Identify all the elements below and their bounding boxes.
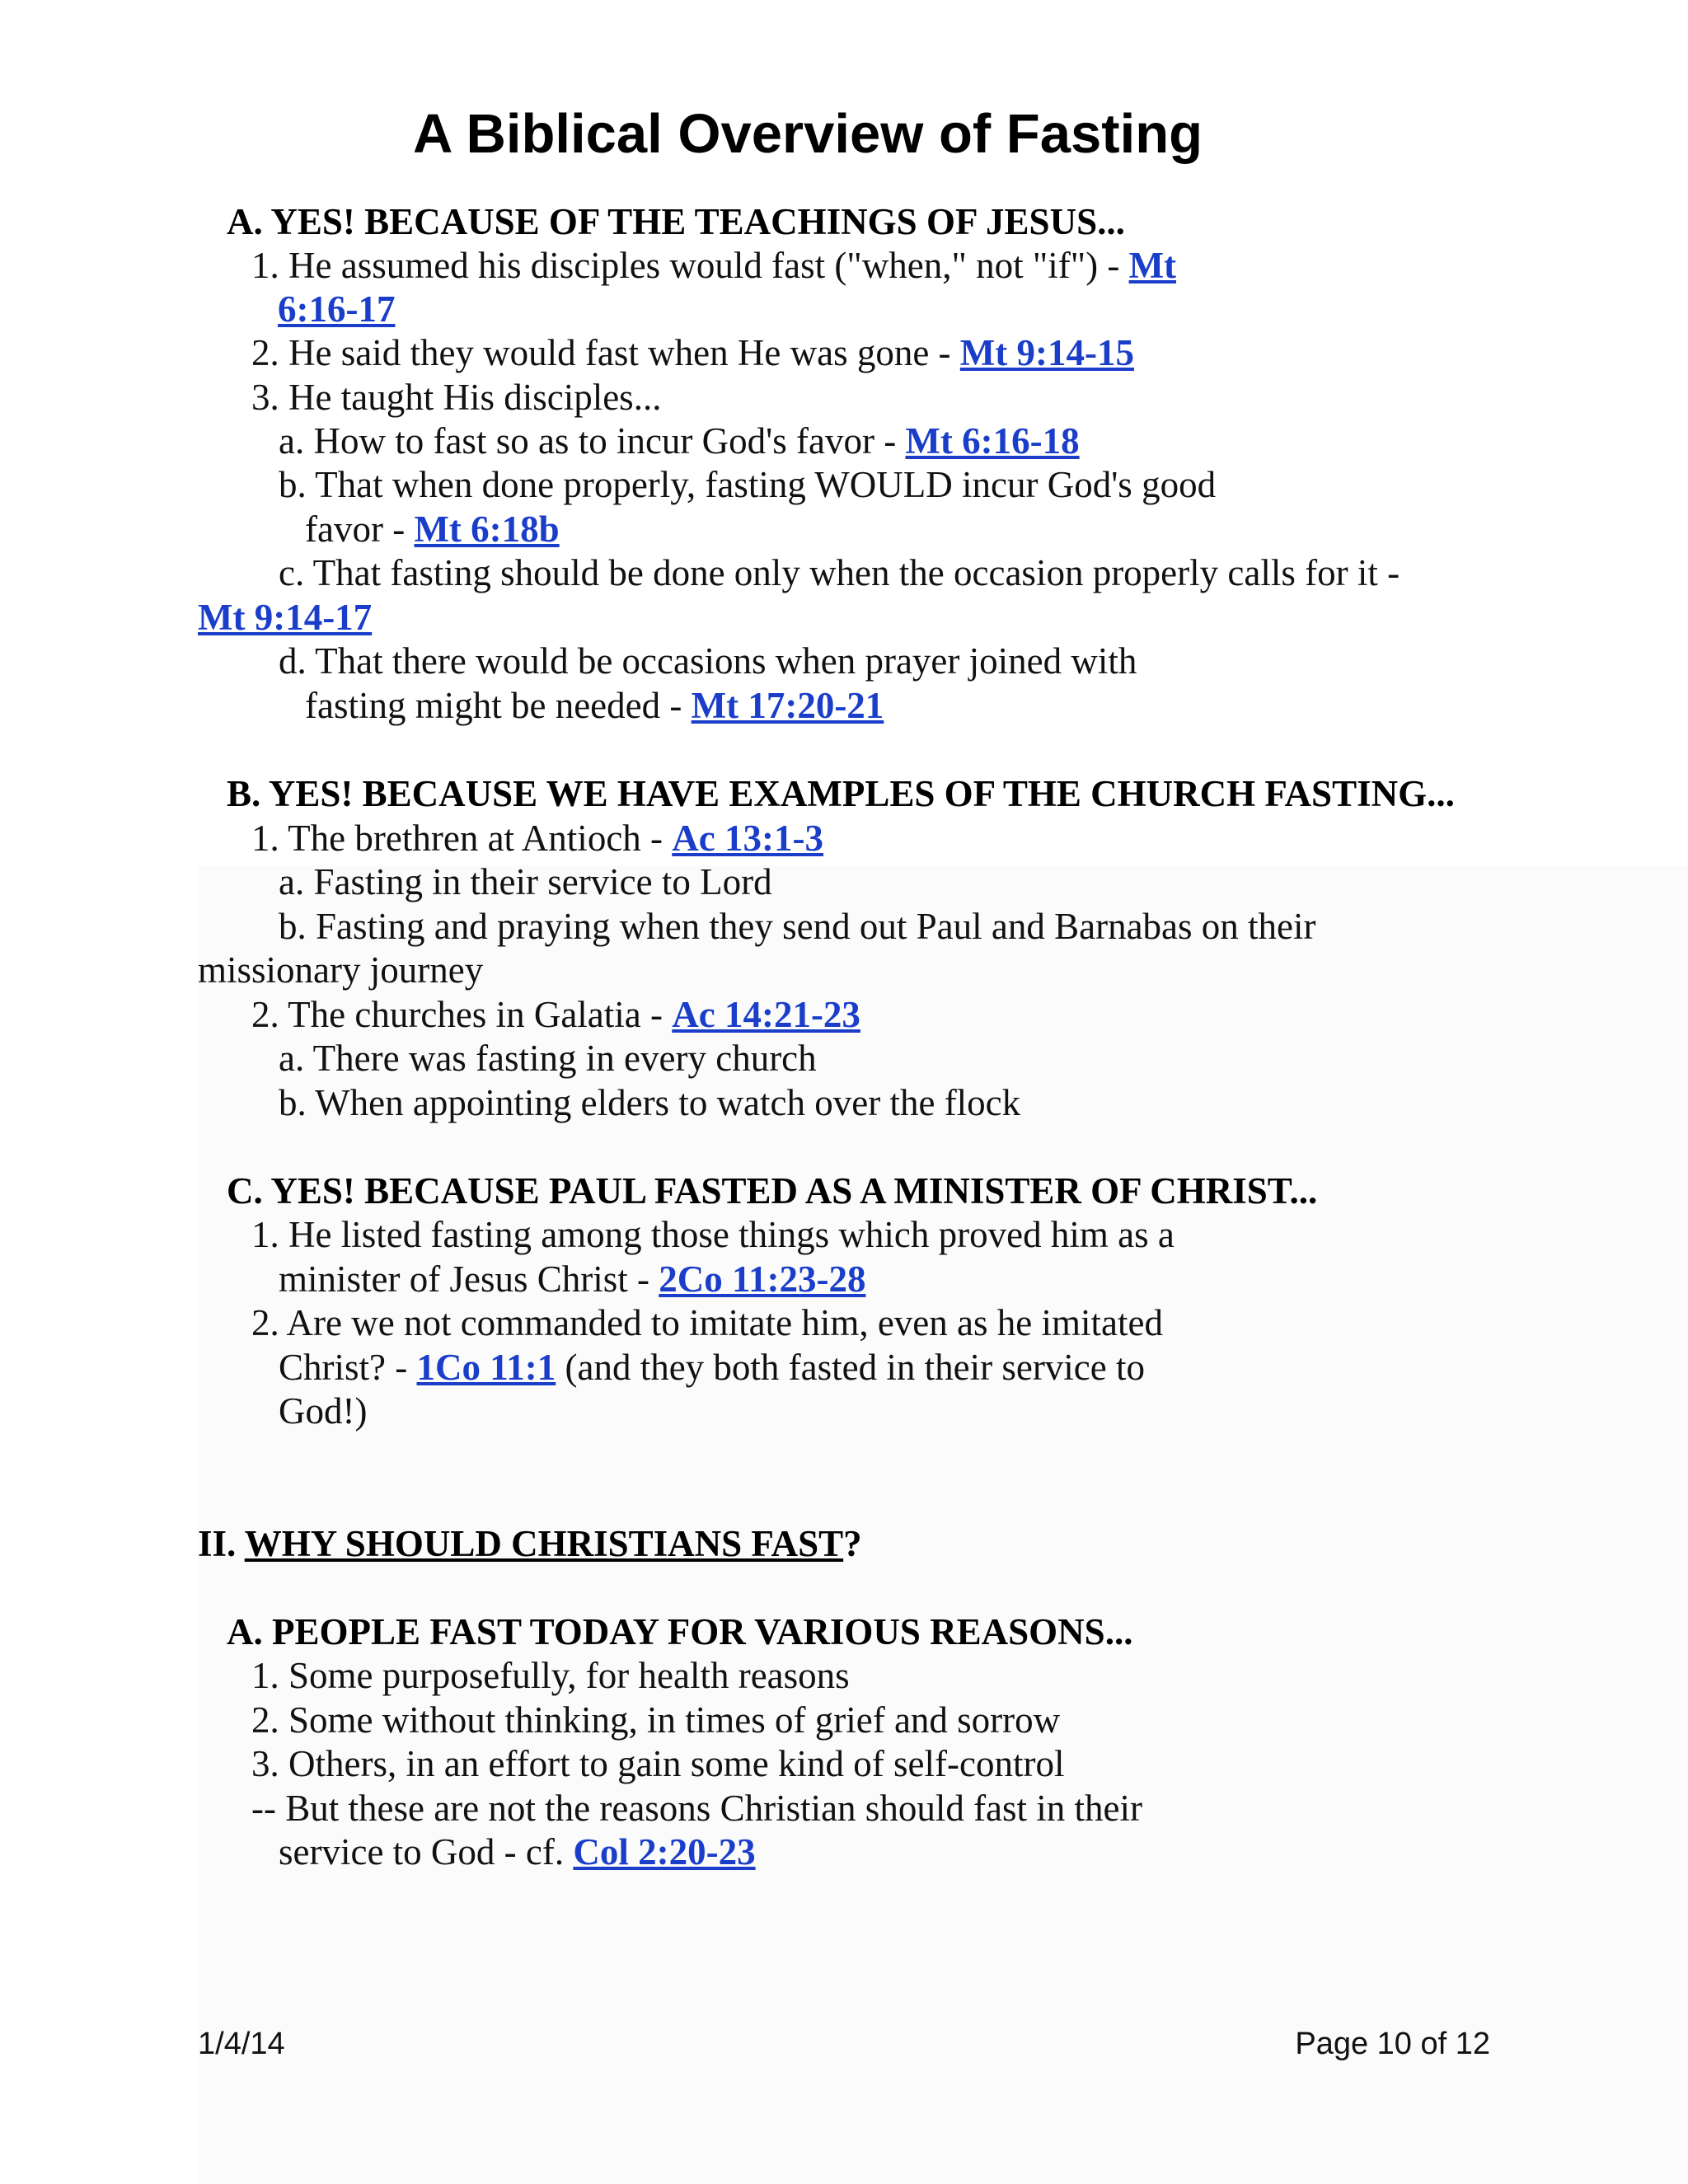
- section-ii-a-point-3: 3. Others, in an effort to gain some kind of self-control: [251, 1743, 1065, 1784]
- section-c-point-1: 1. He listed fasting among those things which proved him as a: [251, 1214, 1175, 1255]
- section-b-point-2-sub-b: b. When appointing elders to watch over the flock: [279, 1082, 1021, 1123]
- page-title: A Biblical Overview of Fasting: [412, 103, 1203, 165]
- scripture-link-ac-14-21-23[interactable]: Ac 14:21-23: [672, 994, 860, 1035]
- section-a-sub-d: d. That there would be occasions when prayer joined with: [279, 640, 1137, 682]
- section-b-heading: B. YES! BECAUSE WE HAVE EXAMPLES OF THE CHURCH FASTING...: [227, 773, 1455, 814]
- section-c-point-2-cont-text-a: Christ? -: [279, 1347, 417, 1388]
- scripture-link-mt-17-20-21[interactable]: Mt 17:20-21: [691, 685, 884, 726]
- section-ii-a-note: -- But these are not the reasons Christian should fast in their: [251, 1788, 1143, 1829]
- section-a-sub-b-cont: [305, 507, 560, 551]
- section-ii-a-note-cont-text: service to God - cf.: [279, 1831, 574, 1872]
- section-ii-a-note-cont: [279, 1830, 756, 1874]
- footer-date: 1/4/14: [198, 2027, 285, 2061]
- section-a-heading: A. YES! BECAUSE OF THE TEACHINGS OF JESUS...: [227, 201, 1125, 242]
- section-c-point-2: 2. Are we not commanded to imitate him, even as he imitated: [251, 1302, 1163, 1343]
- section-a-sub-a: [279, 419, 1080, 463]
- section-b-point-2: [251, 992, 860, 1037]
- footer-page-number: Page 10 of 12: [1295, 2027, 1490, 2061]
- section-b-point-1-sub-a: a. Fasting in their service to Lord: [279, 861, 772, 902]
- section-b-point-1-sub-b: b. Fasting and praying when they send out Paul and Barnabas on their: [279, 906, 1316, 947]
- section-c-point-2-cont: [279, 1345, 1145, 1390]
- section-ii-suffix: ?: [843, 1523, 862, 1564]
- section-a-point-2-text: 2. He said they would fast when He was gone -: [251, 332, 960, 373]
- section-b-point-1-text: 1. The brethren at Antioch -: [251, 818, 673, 859]
- scripture-link-mt-6-16-18[interactable]: Mt 6:16-18: [905, 420, 1080, 462]
- section-c-point-2-cont-text-b: (and they both fasted in their service to: [556, 1347, 1146, 1388]
- section-a-point-1: [251, 243, 1176, 288]
- section-a-sub-a-text: a. How to fast so as to incur God's favor -: [279, 420, 906, 462]
- section-a-point-3: 3. He taught His disciples...: [251, 377, 662, 418]
- section-b-point-1-sub-b-cont: missionary journey: [198, 949, 484, 991]
- section-a-point-1-cont: [198, 287, 395, 331]
- scripture-link-mt-6-16-17[interactable]: Mt: [1128, 245, 1177, 286]
- scripture-link-col-2-20-23[interactable]: Col 2:20-23: [573, 1831, 756, 1872]
- section-ii-a-point-1: 1. Some purposefully, for health reasons: [251, 1655, 850, 1696]
- section-a-point-2: [251, 330, 1134, 375]
- section-ii-a-point-2: 2. Some without thinking, in times of grief and sorrow: [251, 1699, 1061, 1741]
- section-a-sub-d-cont-text: fasting might be needed -: [305, 685, 692, 726]
- section-a-sub-b-cont-text: favor -: [305, 509, 415, 550]
- scripture-link-mt-6-16-17-cont[interactable]: 6:16-17: [278, 288, 396, 330]
- scripture-link-mt-9-14-17[interactable]: Mt 9:14-17: [198, 597, 373, 638]
- section-a-point-1-text: 1. He assumed his disciples would fast ("when," not "if") -: [251, 245, 1129, 286]
- scripture-link-1co-11-1[interactable]: 1Co 11:1: [416, 1347, 556, 1388]
- section-c-heading: C. YES! BECAUSE PAUL FASTED AS A MINISTER OF CHRIST...: [227, 1170, 1318, 1212]
- section-c-point-1-cont-text: minister of Jesus Christ -: [279, 1258, 659, 1300]
- section-c-point-1-cont: [279, 1257, 865, 1301]
- section-b-point-2-sub-a: a. There was fasting in every church: [279, 1038, 817, 1079]
- section-a-sub-b: b. That when done properly, fasting WOULD incur God's good: [279, 464, 1217, 505]
- scripture-link-mt-6-18b[interactable]: Mt 6:18b: [414, 509, 560, 550]
- section-b-point-2-text: 2. The churches in Galatia -: [251, 994, 673, 1035]
- section-ii-heading: [198, 1521, 862, 1566]
- scripture-link-2co-11-23-28[interactable]: 2Co 11:23-28: [659, 1258, 866, 1300]
- section-a-sub-d-cont: [305, 683, 884, 728]
- scripture-link-ac-13-1-3[interactable]: Ac 13:1-3: [672, 818, 823, 859]
- section-a-sub-c: c. That fasting should be done only when the occasion properly calls for it -: [279, 552, 1400, 593]
- section-a-sub-c-cont: [198, 595, 372, 640]
- section-c-point-2-cont-2: God!): [279, 1390, 368, 1432]
- section-ii-prefix: II.: [198, 1523, 245, 1564]
- scripture-link-mt-9-14-15[interactable]: Mt 9:14-15: [959, 332, 1134, 373]
- section-ii-title: WHY SHOULD CHRISTIANS FAST: [244, 1523, 844, 1564]
- section-b-point-1: [251, 816, 823, 860]
- section-ii-a-heading: A. PEOPLE FAST TODAY FOR VARIOUS REASONS...: [227, 1611, 1133, 1652]
